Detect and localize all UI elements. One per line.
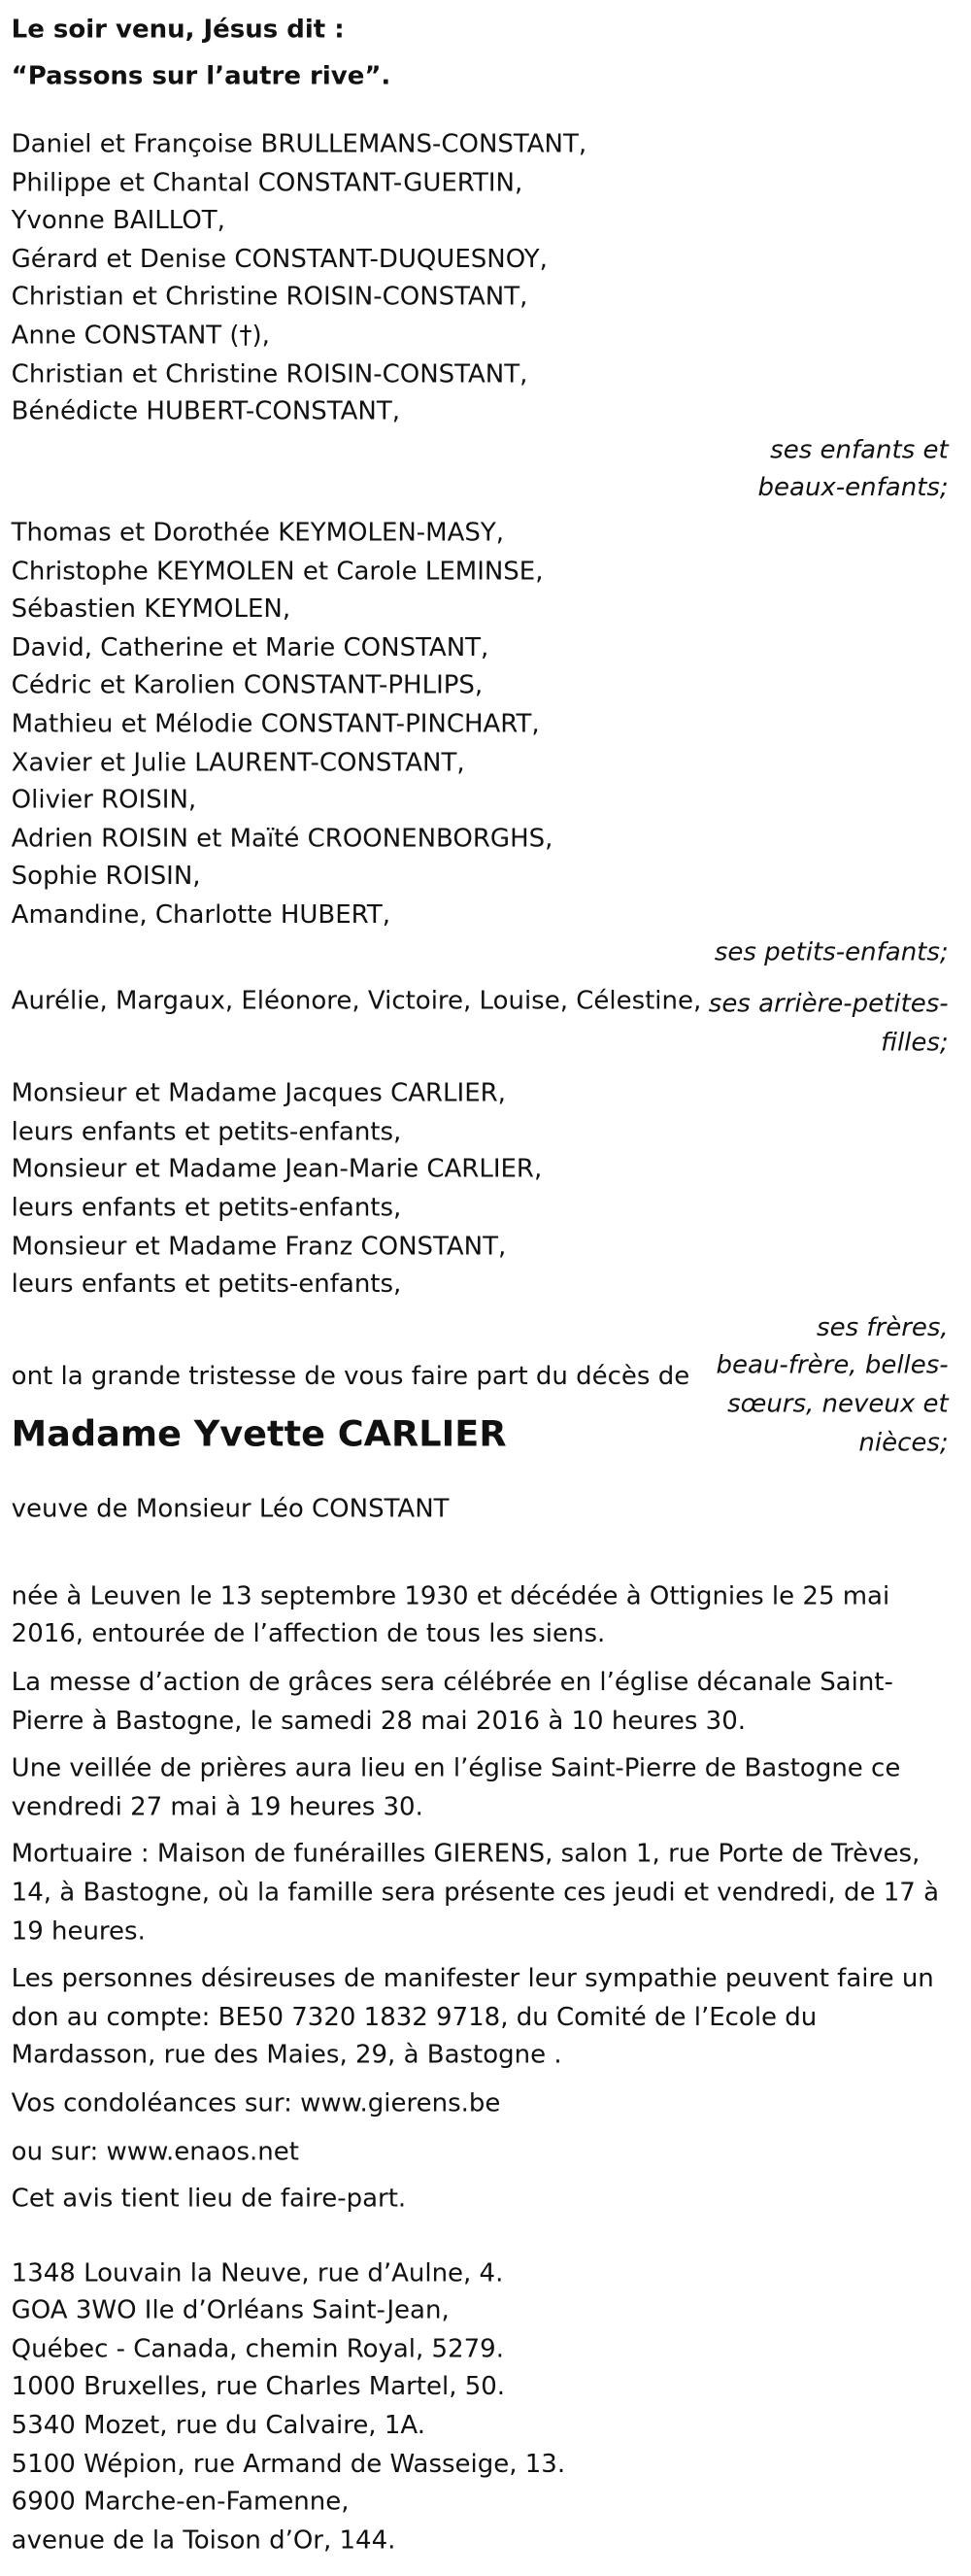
list-item: Anne CONSTANT (†), — [11, 320, 270, 350]
list-item: David, Catherine et Marie CONSTANT, — [11, 632, 489, 662]
widow-of: veuve de Monsieur Léo CONSTANT — [11, 1494, 450, 1524]
list-item: Daniel et Françoise BRULLEMANS-CONSTANT, — [11, 129, 587, 159]
paragraph-line: vendredi 27 mai à 19 heures 30. — [11, 1791, 423, 1821]
intro-line-1: Le soir venu, Jésus dit : — [11, 15, 345, 45]
list-item: Monsieur et Madame Franz CONSTANT, — [11, 1231, 507, 1261]
relation-line: sœurs, neveux et — [727, 1389, 949, 1419]
list-item: Cédric et Karolien CONSTANT-PHLIPS, — [11, 670, 484, 700]
paragraph — [12, 1750, 949, 1827]
list-item: leurs enfants et petits-enfants, — [11, 1193, 402, 1223]
paragraph-line: Une veillée de prières aura lieu en l’église Saint-Pierre de Bastogne ce — [11, 1753, 901, 1783]
paragraph-line: 2016, entourée de l’affection de tous les siens. — [11, 1619, 606, 1649]
list-item: Olivier ROISIN, — [11, 785, 197, 815]
paragraph-line: Pierre à Bastogne, le samedi 28 mai 2016 à 10 heures 30. — [11, 1705, 747, 1735]
list-item: Mathieu et Mélodie CONSTANT-PINCHART, — [11, 708, 540, 738]
paragraph-line: Les personnes désireuses de manifester leur sympathie peuvent faire un — [11, 1963, 934, 1993]
paragraph-line: 19 heures. — [11, 1915, 146, 1946]
condolences-link-line: ou sur: www.enaos.net — [11, 2136, 299, 2166]
greatgrandchildren-row — [12, 979, 949, 1062]
siblings-list — [12, 1075, 949, 1305]
relation-line: ses frères, — [817, 1312, 949, 1342]
paragraph-line: La messe d’action de grâces sera célébrée en l’église décanale Saint- — [11, 1667, 893, 1697]
list-item: Sébastien KEYMOLEN, — [11, 593, 291, 624]
list-item: Christophe KEYMOLEN et Carole LEMINSE, — [11, 556, 544, 586]
address-line: 1348 Louvain la Neuve, rue d’Aulne, 4. — [11, 2257, 504, 2288]
paragraph-line: Cet avis tient lieu de faire-part. — [11, 2184, 407, 2214]
list-item: leurs enfants et petits-enfants, — [11, 1270, 402, 1300]
list-item: Gérard et Denise CONSTANT-DUQUESNOY, — [11, 244, 548, 274]
greatgrandchildren-relation — [709, 986, 949, 1063]
grandchildren-list — [12, 515, 949, 935]
list-item: Bénédicte HUBERT-CONSTANT, — [11, 396, 401, 426]
siblings-relation — [717, 1309, 949, 1462]
list-item: Philippe et Chantal CONSTANT-GUERTIN, — [11, 167, 523, 197]
paragraph — [12, 1837, 949, 1951]
announcement-left — [12, 1305, 717, 1461]
address-line: 5340 Mozet, rue du Calvaire, 1A. — [11, 2410, 425, 2440]
addresses — [12, 2254, 949, 2560]
relation-line: nièces; — [858, 1427, 949, 1457]
paragraph — [12, 1664, 949, 1741]
paragraph-line: 14, à Bastogne, où la famille sera présente ces jeudi et vendredi, de 17 à — [11, 1878, 940, 1908]
address-line: Québec - Canada, chemin Royal, 5279. — [11, 2334, 504, 2364]
greatgrandchildren-names: Aurélie, Margaux, Eléonore, Victoire, Louise, Célestine, — [11, 986, 702, 1016]
paragraph — [12, 2181, 949, 2219]
address-line: 6900 Marche-en-Famenne, — [11, 2487, 350, 2517]
announcement-row — [12, 1305, 949, 1462]
list-item: leurs enfants et petits-enfants, — [11, 1116, 402, 1146]
relation-line: ses arrière-petites- — [708, 989, 949, 1019]
relation-line: ses enfants et — [770, 434, 949, 464]
address-line: 5100 Wépion, rue Armand de Wasseige, 13. — [11, 2449, 566, 2479]
paragraph-line: Mortuaire : Maison de funérailles GIERENS, salon 1, rue Porte de Trèves, — [11, 1839, 921, 1869]
relation-line: beau-frère, belles- — [716, 1350, 949, 1380]
paragraph — [12, 1961, 949, 2076]
paragraph — [12, 1578, 949, 1655]
paragraph-line: née à Leuven le 13 septembre 1930 et décédée à Ottignies le 25 mai — [11, 1581, 890, 1611]
list-item: Yvonne BAILLOT, — [11, 205, 225, 235]
list-item: Christian et Christine ROISIN-CONSTANT, — [11, 282, 528, 312]
relation-line: filles; — [881, 1027, 949, 1057]
paragraph — [12, 2133, 949, 2171]
intro-line-2: “Passons sur l’autre rive”. — [11, 61, 391, 91]
list-item: Christian et Christine ROISIN-CONSTANT, — [11, 358, 528, 389]
list-item: Monsieur et Madame Jean-Marie CARLIER, — [11, 1155, 543, 1185]
children-relation — [12, 432, 949, 509]
details — [12, 1578, 949, 2220]
list-item: Amandine, Charlotte HUBERT, — [11, 899, 390, 930]
address-line: avenue de la Toison d’Or, 144. — [11, 2525, 396, 2555]
list-item: Sophie ROISIN, — [11, 862, 201, 892]
list-item: Xavier et Julie LAURENT-CONSTANT, — [11, 747, 465, 777]
paragraph-line: don au compte: BE50 7320 1832 9718, du Comité de l’Ecole du — [11, 2002, 818, 2032]
list-item: Thomas et Dorothée KEYMOLEN-MASY, — [11, 518, 505, 548]
paragraph — [12, 2085, 949, 2123]
grandchildren-relation: ses petits-enfants; — [714, 937, 949, 967]
children-list — [12, 126, 949, 432]
list-item: Adrien ROISIN et Maïté CROONENBORGHS, — [11, 823, 553, 853]
deceased-name: Madame Yvette CARLIER — [11, 1415, 507, 1457]
address-line: 1000 Bruxelles, rue Charles Martel, 50. — [11, 2372, 506, 2402]
paragraph-line: Mardasson, rue des Maies, 29, à Bastogne . — [11, 2040, 562, 2070]
condolences-link-line: Vos condoléances sur: www.gierens.be — [11, 2087, 501, 2118]
list-item: Monsieur et Madame Jacques CARLIER, — [11, 1078, 506, 1108]
relation-line: beaux-enfants; — [757, 473, 949, 503]
announcement-text: ont la grande tristesse de vous faire part du décès de — [11, 1361, 690, 1391]
address-line: GOA 3WO Ile d’Orléans Saint-Jean, — [11, 2295, 450, 2325]
